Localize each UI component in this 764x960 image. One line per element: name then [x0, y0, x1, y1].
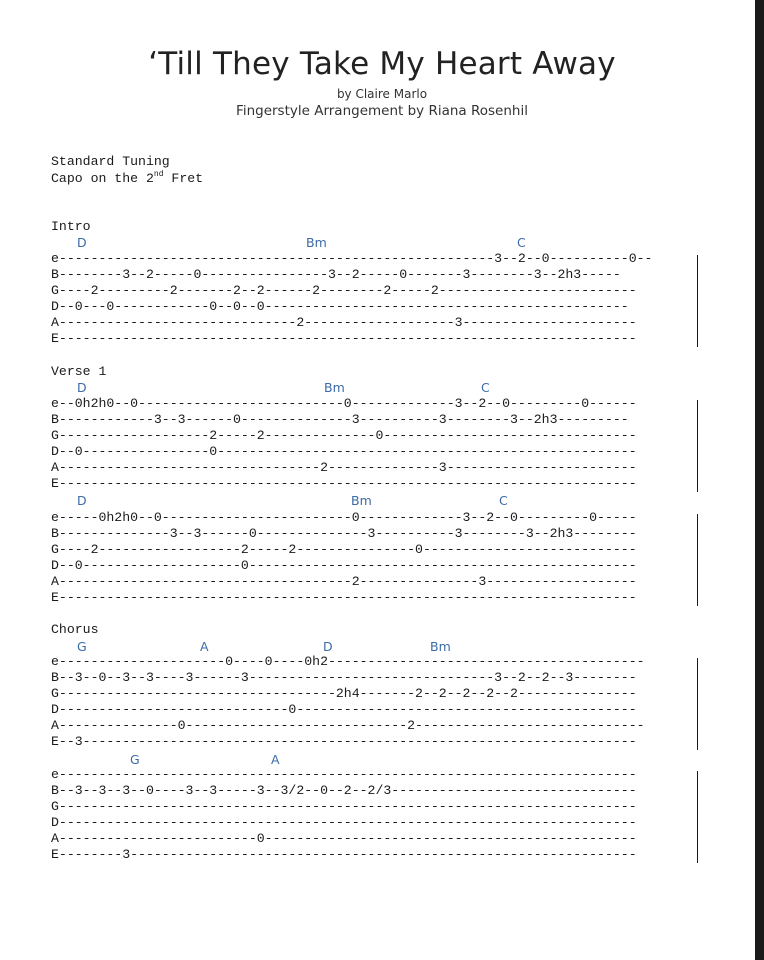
tab-string-E: E--3---------------------------------------------------------------------- — [51, 734, 637, 749]
tab-string-E: E------------------------------------------------------------------------- — [51, 590, 637, 605]
capo-end: Fret — [163, 171, 204, 186]
tab-end-barline — [697, 514, 698, 606]
section-label-intro: Intro — [51, 219, 91, 234]
chord-marker: Bm — [430, 639, 451, 654]
tab-string-e: e-------------------------------------------------------3--2--0----------0-- — [51, 251, 653, 266]
tab-string-A: A------------------------------2-------------------3---------------------- — [51, 315, 637, 330]
chord-marker: Bm — [306, 235, 327, 250]
section-label-chorus: Chorus — [51, 622, 99, 637]
chord-marker: D — [77, 380, 87, 395]
chord-marker: G — [130, 752, 140, 767]
tab-string-G: G------------------------------------------------------------------------- — [51, 799, 637, 814]
tab-string-G: G----2------------------2-----2---------------0--------------------------- — [51, 542, 637, 557]
tab-string-A: A---------------------------------2--------------3------------------------ — [51, 460, 637, 475]
artist-credit: by Claire Marlo — [336, 87, 428, 101]
tab-string-e: e---------------------0----0----0h2---------------------------------------- — [51, 654, 645, 669]
chord-marker: G — [77, 639, 87, 654]
song-title: ‘Till They Take My Heart Away — [148, 46, 616, 82]
tab-string-D: D------------------------------------------------------------------------- — [51, 815, 637, 830]
tab-string-B: B--3--3--3--0----3--3-----3--3/2--0--2--2/3------------------------------- — [51, 783, 637, 798]
tab-string-A: A---------------0----------------------------2----------------------------- — [51, 718, 645, 733]
tab-string-E: E------------------------------------------------------------------------- — [51, 331, 637, 346]
tuning-label: Standard Tuning — [51, 154, 170, 169]
chord-marker: D — [323, 639, 333, 654]
capo-ordinal: nd — [153, 170, 164, 179]
tab-string-G: G----2---------2-------2--2------2--------2-----2------------------------- — [51, 283, 637, 298]
page-edge-shadow — [755, 0, 764, 960]
tab-string-A: A-------------------------------------2---------------3------------------- — [51, 574, 637, 589]
capo-label — [51, 170, 203, 186]
tab-string-A: A-------------------------0----------------------------------------------- — [51, 831, 637, 846]
tab-string-E: E------------------------------------------------------------------------- — [51, 476, 637, 491]
tab-string-D: D--0----------------0----------------------------------------------------- — [51, 444, 637, 459]
chord-marker: A — [200, 639, 209, 654]
tab-end-barline — [697, 658, 698, 750]
chord-marker: A — [271, 752, 280, 767]
tab-string-D: D--0--------------------0------------------------------------------------- — [51, 558, 637, 573]
chord-marker: D — [77, 493, 87, 508]
tab-string-e: e--0h2h0--0--------------------------0-------------3--2--0---------0------ — [51, 396, 637, 411]
chord-marker: C — [517, 235, 526, 250]
chord-marker: D — [77, 235, 87, 250]
chord-marker: Bm — [324, 380, 345, 395]
tab-string-E: E--------3---------------------------------------------------------------- — [51, 847, 637, 862]
section-label-verse-1: Verse 1 — [51, 364, 107, 379]
tab-string-e: e------------------------------------------------------------------------- — [51, 767, 637, 782]
tab-string-G: G-----------------------------------2h4-------2--2--2--2--2--------------- — [51, 686, 637, 701]
tab-string-D: D--0---0------------0--0--0---------------------------------------------- — [51, 299, 629, 314]
capo-prefix: Capo on the 2 — [51, 171, 154, 186]
tab-string-B: B------------3--3------0--------------3----------3--------3--2h3--------- — [51, 412, 629, 427]
tab-end-barline — [697, 255, 698, 347]
tab-string-e: e-----0h2h0--0------------------------0-------------3--2--0---------0----- — [51, 510, 637, 525]
tab-string-D: D-----------------------------0------------------------------------------- — [51, 702, 637, 717]
tab-end-barline — [697, 400, 698, 492]
arranger-credit: Fingerstyle Arrangement by Riana Rosenhil — [236, 103, 528, 119]
chord-marker: C — [481, 380, 490, 395]
tab-end-barline — [697, 771, 698, 863]
tab-string-B: B--3--0--3--3----3------3-------------------------------3--2--2--3-------- — [51, 670, 637, 685]
chord-marker: Bm — [351, 493, 372, 508]
tab-string-B: B--------3--2-----0----------------3--2-----0-------3--------3--2h3----- — [51, 267, 621, 282]
tab-string-G: G-------------------2-----2--------------0-------------------------------- — [51, 428, 637, 443]
chord-marker: C — [499, 493, 508, 508]
tab-string-B: B--------------3--3------0--------------3----------3--------3--2h3-------- — [51, 526, 637, 541]
